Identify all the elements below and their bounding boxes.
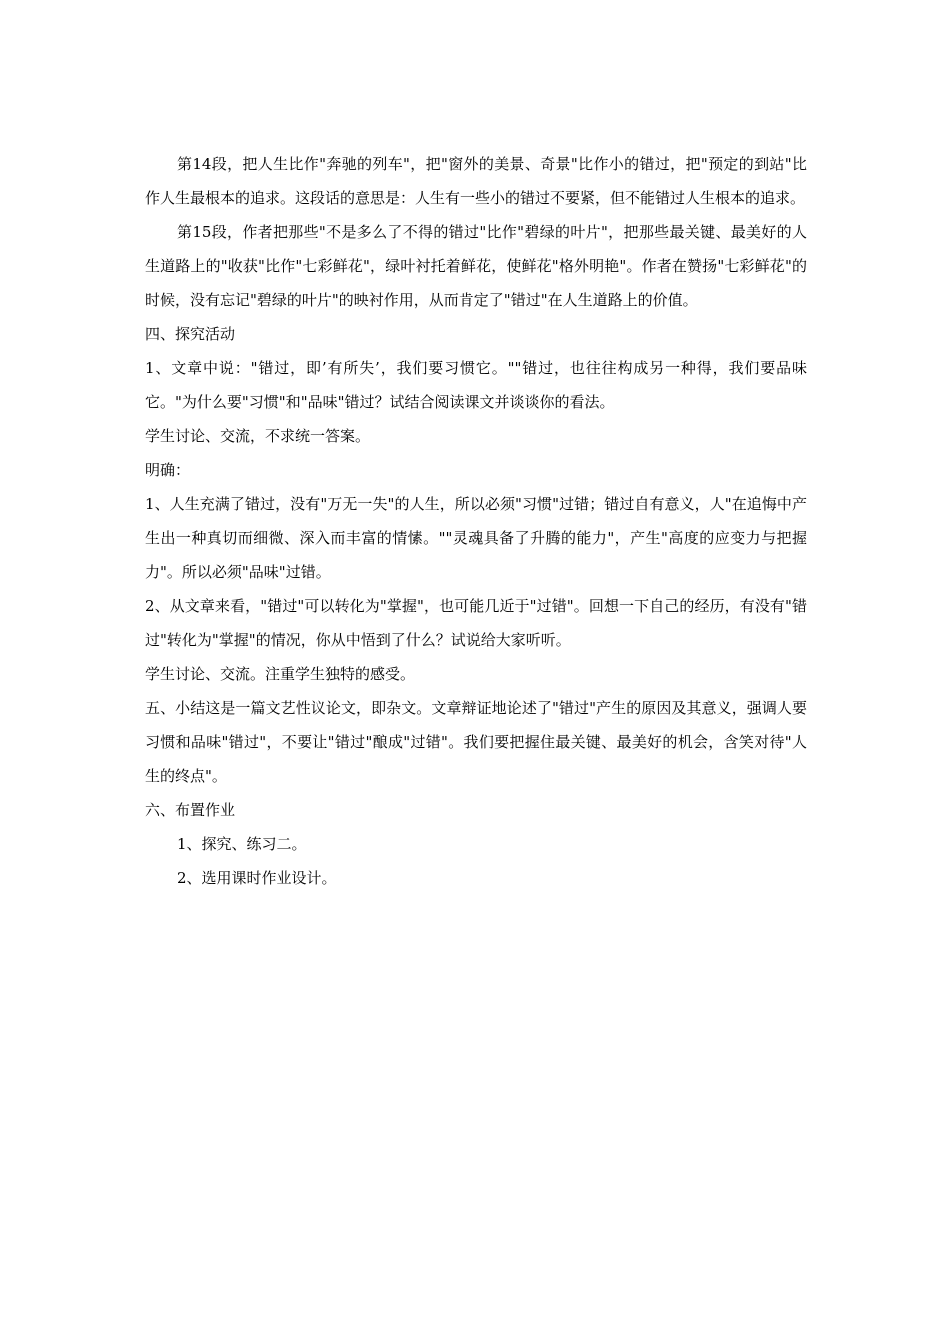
section-5-summary: 五、小结这是一篇文艺性议论文，即杂文。文章辩证地论述了"错过"产生的原因及其意义，强调人要习惯和品味"错过"，不要让"错过"酿成"过错"。我们要把握住最关键、最美好的机会，含笑对待"人生的终点"。 [145, 699, 807, 785]
paragraph-15-analysis: 第15段，作者把那些"不是多么了不得的错过"比作"碧绿的叶片"，把那些最关键、最美好的人生道路上的"收获"比作"七彩鲜花"，绿叶衬托着鲜花，使鲜花"格外明艳"。作者在赞扬"七彩鲜花"的时候，没有忘记"碧绿的叶片"的映衬作用，从而肯定了"错过"在人生道路上的价值。 [145, 223, 807, 309]
answer-1: 1、人生充满了错过，没有"万无一失"的人生，所以必须"习惯"过错；错过自有意义，人"在追悔中产生出一种真切而细微、深入而丰富的情愫。""灵魂具备了升腾的能力"，产生"高度的应变力与把握力"。所以必须"品味"过错。 [145, 495, 807, 581]
section-6-heading: 六、布置作业 [145, 801, 236, 819]
paragraph-14-analysis: 第14段，把人生比作"奔驰的列车"，把"窗外的美景、奇景"比作小的错过，把"预定的到站"比作人生最根本的追求。这段话的意思是：人生有一些小的错过不要紧，但不能错过人生根本的追求。 [145, 155, 807, 207]
question-1: 1、文章中说："错过，即’有所失’，我们要习惯它。""错过，也往往构成另一种得，我们要品味它。"为什么要"习惯"和"品味"错过？试结合阅读课文并谈谈你的看法。 [145, 359, 807, 411]
discussion-note-1: 学生讨论、交流，不求统一答案。 [145, 427, 371, 445]
homework-item-1: 1、探究、练习二。 [177, 835, 307, 853]
discussion-note-2: 学生讨论、交流。注重学生独特的感受。 [145, 665, 416, 683]
question-2: 2、从文章来看，"错过"可以转化为"掌握"，也可能几近于"过错"。回想一下自己的经历，有没有"错过"转化为"掌握"的情况，你从中悟到了什么？试说给大家听听。 [145, 597, 807, 649]
section-4-heading: 四、探究活动 [145, 325, 236, 343]
clarify-label: 明确： [145, 461, 191, 479]
document-page [145, 147, 807, 895]
homework-item-2: 2、选用课时作业设计。 [177, 869, 337, 887]
